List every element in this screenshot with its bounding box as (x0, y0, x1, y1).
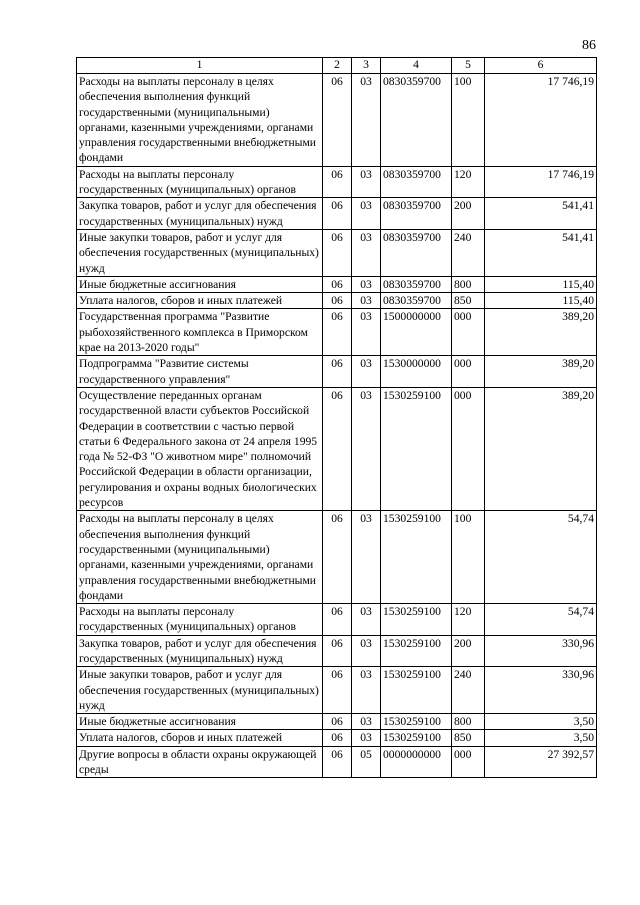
row-section: 06 (323, 198, 352, 230)
row-amount: 330,96 (485, 635, 597, 667)
table-row (77, 511, 597, 604)
row-section: 06 (323, 667, 352, 714)
row-section: 06 (323, 166, 352, 198)
row-name: Подпрограмма "Развитие системы государственного управления" (77, 356, 323, 388)
row-amount: 541,41 (485, 198, 597, 230)
row-subsection: 03 (352, 166, 381, 198)
budget-table (76, 57, 597, 778)
row-expense-type: 100 (452, 74, 485, 167)
row-expense-type: 120 (452, 166, 485, 198)
row-expense-type: 100 (452, 511, 485, 604)
header-subsection: 3 (352, 58, 381, 74)
table-row (77, 198, 597, 230)
table-row (77, 635, 597, 667)
row-name: Иные бюджетные ассигнования (77, 714, 323, 730)
row-subsection: 03 (352, 356, 381, 388)
row-section: 06 (323, 276, 352, 292)
row-target-article: 1530000000 (381, 356, 452, 388)
row-amount: 3,50 (485, 714, 597, 730)
row-expense-type: 240 (452, 229, 485, 276)
row-target-article: 1530259100 (381, 714, 452, 730)
header-target-article: 4 (381, 58, 452, 74)
row-expense-type: 000 (452, 309, 485, 356)
row-section: 06 (323, 511, 352, 604)
row-section: 06 (323, 746, 352, 778)
page-number: 86 (582, 38, 596, 53)
row-name: Расходы на выплаты персоналу в целях обеспечения выполнения функций государственными (муниципальными) органами, казенными учреждениями, органами управления государственными внебюджетными фондами (77, 511, 323, 604)
row-target-article: 1530259100 (381, 511, 452, 604)
row-section: 06 (323, 604, 352, 636)
header-amount: 6 (485, 58, 597, 74)
row-section: 06 (323, 714, 352, 730)
table-row (77, 229, 597, 276)
row-amount: 3,50 (485, 730, 597, 746)
row-subsection: 03 (352, 714, 381, 730)
row-subsection: 03 (352, 387, 381, 510)
table-row (77, 276, 597, 292)
row-subsection: 03 (352, 74, 381, 167)
row-name: Закупка товаров, работ и услуг для обеспечения государственных (муниципальных) нужд (77, 198, 323, 230)
row-amount: 17 746,19 (485, 166, 597, 198)
header-section: 2 (323, 58, 352, 74)
row-expense-type: 000 (452, 746, 485, 778)
row-target-article: 1530259100 (381, 730, 452, 746)
row-amount: 54,74 (485, 604, 597, 636)
row-target-article: 0830359700 (381, 229, 452, 276)
row-subsection: 03 (352, 730, 381, 746)
row-amount: 17 746,19 (485, 74, 597, 167)
row-expense-type: 800 (452, 714, 485, 730)
row-target-article: 0830359700 (381, 198, 452, 230)
row-subsection: 03 (352, 293, 381, 309)
row-name: Иные бюджетные ассигнования (77, 276, 323, 292)
row-expense-type: 120 (452, 604, 485, 636)
row-target-article: 1530259100 (381, 387, 452, 510)
row-section: 06 (323, 229, 352, 276)
row-name: Уплата налогов, сборов и иных платежей (77, 730, 323, 746)
table-row (77, 309, 597, 356)
table-row (77, 74, 597, 167)
row-expense-type: 850 (452, 293, 485, 309)
row-target-article: 0830359700 (381, 74, 452, 167)
row-amount: 389,20 (485, 387, 597, 510)
header-row (77, 58, 597, 74)
row-expense-type: 200 (452, 198, 485, 230)
row-subsection: 03 (352, 229, 381, 276)
row-name: Иные закупки товаров, работ и услуг для обеспечения государственных (муниципальных) нужд (77, 229, 323, 276)
row-subsection: 03 (352, 667, 381, 714)
row-target-article: 1500000000 (381, 309, 452, 356)
row-expense-type: 850 (452, 730, 485, 746)
row-expense-type: 200 (452, 635, 485, 667)
row-target-article: 0830359700 (381, 166, 452, 198)
table-row (77, 746, 597, 778)
table-row (77, 356, 597, 388)
row-section: 06 (323, 387, 352, 510)
table-row (77, 166, 597, 198)
row-target-article: 1530259100 (381, 667, 452, 714)
header-expense-type: 5 (452, 58, 485, 74)
row-subsection: 03 (352, 635, 381, 667)
table-row (77, 730, 597, 746)
row-expense-type: 800 (452, 276, 485, 292)
row-target-article: 1530259100 (381, 635, 452, 667)
row-name: Государственная программа "Развитие рыбохозяйственного комплекса в Приморском крае на 2013-2020 годы" (77, 309, 323, 356)
table-row (77, 604, 597, 636)
row-subsection: 03 (352, 276, 381, 292)
row-subsection: 03 (352, 604, 381, 636)
row-name: Закупка товаров, работ и услуг для обеспечения государственных (муниципальных) нужд (77, 635, 323, 667)
table-body (77, 74, 597, 778)
row-name: Осуществление переданных органам государственной власти субъектов Российской Федерации в соответствии с частью первой статьи 6 Федерального закона от 24 апреля 1995 года № 52-ФЗ "О животном мире" полномочий Российской Федерации в области организации, регулирования и охраны водных биологических ресурсов (77, 387, 323, 510)
row-section: 06 (323, 74, 352, 167)
row-target-article: 0830359700 (381, 293, 452, 309)
header-name: 1 (77, 58, 323, 74)
row-name: Расходы на выплаты персоналу государственных (муниципальных) органов (77, 166, 323, 198)
row-section: 06 (323, 309, 352, 356)
row-target-article: 0000000000 (381, 746, 452, 778)
row-section: 06 (323, 356, 352, 388)
row-amount: 54,74 (485, 511, 597, 604)
row-name: Иные закупки товаров, работ и услуг для обеспечения государственных (муниципальных) нужд (77, 667, 323, 714)
row-section: 06 (323, 293, 352, 309)
row-subsection: 03 (352, 511, 381, 604)
table-row (77, 387, 597, 510)
row-target-article: 1530259100 (381, 604, 452, 636)
row-name: Уплата налогов, сборов и иных платежей (77, 293, 323, 309)
row-amount: 389,20 (485, 356, 597, 388)
row-target-article: 0830359700 (381, 276, 452, 292)
row-expense-type: 240 (452, 667, 485, 714)
row-amount: 541,41 (485, 229, 597, 276)
row-subsection: 05 (352, 746, 381, 778)
row-expense-type: 000 (452, 356, 485, 388)
row-name: Расходы на выплаты персоналу в целях обеспечения выполнения функций государственными (муниципальными) органами, казенными учреждениями, органами управления государственными внебюджетными фондами (77, 74, 323, 167)
table-row (77, 293, 597, 309)
row-amount: 389,20 (485, 309, 597, 356)
row-amount: 115,40 (485, 293, 597, 309)
table-row (77, 714, 597, 730)
row-amount: 27 392,57 (485, 746, 597, 778)
row-amount: 115,40 (485, 276, 597, 292)
row-section: 06 (323, 730, 352, 746)
row-name: Расходы на выплаты персоналу государственных (муниципальных) органов (77, 604, 323, 636)
row-subsection: 03 (352, 309, 381, 356)
row-subsection: 03 (352, 198, 381, 230)
row-expense-type: 000 (452, 387, 485, 510)
row-amount: 330,96 (485, 667, 597, 714)
row-section: 06 (323, 635, 352, 667)
table-row (77, 667, 597, 714)
row-name: Другие вопросы в области охраны окружающей среды (77, 746, 323, 778)
